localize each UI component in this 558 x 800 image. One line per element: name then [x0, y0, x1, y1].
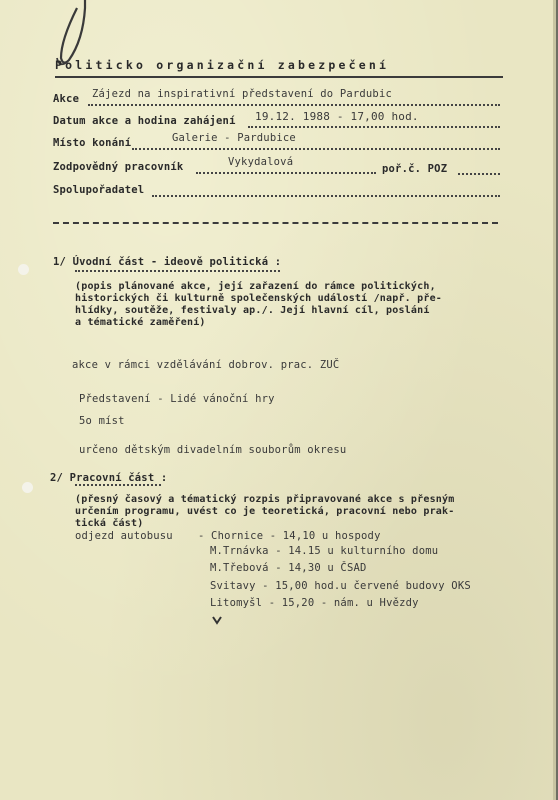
section2-instructions-3: tická část)	[75, 518, 144, 529]
stop-1: - Chornice - 14,10 u hospody	[198, 530, 381, 542]
porc-label: poř.č. POZ	[382, 163, 448, 175]
page-title: Politicko organizační zabezpečení	[55, 58, 390, 72]
pracovnik-value: Vykydalová	[228, 156, 294, 168]
section1-instructions-4: a tématické zaměření)	[75, 317, 206, 328]
punch-hole-bottom	[22, 482, 33, 493]
section2-instructions-2: určením programu, uvést co je teoretická, pracovní nebo prak-	[75, 506, 455, 517]
pracovnik-dotted-line	[196, 172, 376, 174]
stop-4: Svitavy - 15,00 hod.u červené budovy OKS	[210, 580, 471, 592]
section2-heading-underline	[75, 484, 161, 486]
datum-value: 19.12. 1988 - 17,00 hod.	[255, 110, 419, 123]
section1-heading: 1/ Úvodní část - ideově politická :	[53, 256, 282, 268]
spolu-label: Spolupořadatel	[53, 184, 145, 196]
section1-instructions-1: (popis plánované akce, její zařazení do rámce politických,	[75, 281, 436, 292]
stop-5: Litomyšl - 15,20 - nám. u Hvězdy	[210, 597, 419, 609]
misto-value: Galerie - Pardubice	[172, 132, 296, 144]
misto-dotted-line	[132, 148, 500, 150]
section1-heading-underline	[75, 270, 280, 272]
page-edge-shadow	[553, 0, 556, 800]
datum-dotted-line	[248, 126, 500, 128]
spolu-dotted-line	[152, 195, 500, 197]
akce-dotted-line	[88, 104, 500, 106]
punch-hole-top	[18, 264, 29, 275]
section1-body-3: 5o míst	[79, 415, 125, 427]
stop-3: M.Třebová - 14,30 u ČSAD	[210, 562, 367, 574]
stop-2: M.Trnávka - 14.15 u kulturního domu	[210, 545, 439, 557]
akce-value: Zájezd na inspirativní představení do Pardubic	[92, 88, 392, 100]
title-underline	[55, 76, 503, 78]
section2-heading: 2/ Pracovní část :	[50, 472, 168, 484]
ink-mark-icon	[212, 615, 222, 625]
pracovnik-label: Zodpovědný pracovník	[53, 161, 184, 173]
section1-body-4: určeno dětským divadelním souborům okresu	[79, 444, 347, 456]
akce-label: Akce	[53, 93, 80, 105]
departure-label: odjezd autobusu	[75, 530, 173, 542]
section2-instructions-1: (přesný časový a tématický rozpis připravované akce s přesným	[75, 494, 455, 505]
section1-body-1: akce v rámci vzdělávání dobrov. prac. ZUČ	[72, 359, 340, 371]
section1-instructions-3: hlídky, soutěže, festivaly ap./. Její hlavní cíl, poslání	[75, 305, 430, 316]
section1-instructions-2: historických či kulturně společenských událostí /např. pře-	[75, 293, 443, 304]
datum-label: Datum akce a hodina zahájení	[53, 115, 236, 127]
misto-label: Místo konání	[53, 137, 132, 149]
section1-body-2: Představení - Lidé vánoční hry	[79, 393, 275, 405]
separator-line	[53, 222, 498, 224]
porc-dotted-line	[458, 173, 500, 175]
